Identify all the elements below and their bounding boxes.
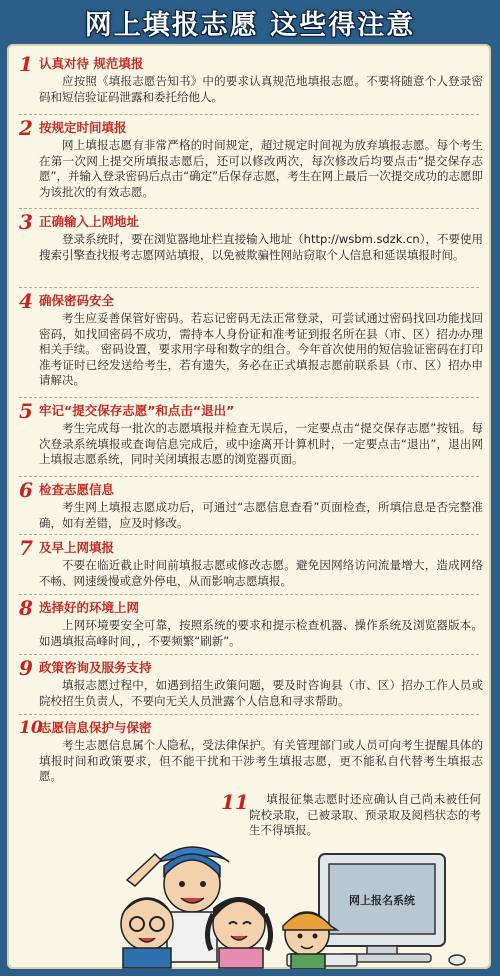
item-body: 考生完成每一批次的志愿填报并检查无误后，一定要点击“提交保存志愿”按钮。每次登录系统填报或查询信息完成后，或中途离开计算机时，一定要点击“退出”，退出网上填报志愿系统，同时关闭填报志愿的浏览器页面。	[39, 421, 483, 466]
divider	[19, 594, 479, 595]
item-number: 9	[19, 656, 33, 680]
item-number: 2	[19, 116, 33, 140]
item-heading: 确保密码安全	[39, 293, 115, 308]
item-heading: 志愿信息保护与保密	[39, 720, 152, 735]
item-heading: 认真对待 规范填报	[39, 56, 144, 71]
mouse-icon	[449, 955, 465, 965]
item-body: 不要在临近截止时间前填报志愿或修改志愿。避免因网络访问流量增大，造成网络不畅、网速缓慢或意外停电，从而影响志愿填报。	[39, 558, 483, 588]
item-number: 7	[19, 536, 33, 560]
item-body: 应按照《填报志愿告知书》中的要求认真规范地填报志愿。不要将随意个人登录密码和短信验证码泄露和委托给他人。	[39, 74, 483, 104]
divider	[19, 534, 479, 535]
item-number: 6	[19, 478, 33, 502]
page-title: 网上填报志愿 这些得注意	[84, 9, 416, 41]
computer-monitor-icon	[319, 854, 445, 962]
item-body: 网上填报志愿有非常严格的时间规定，超过规定时间视为放弃填报志愿。每个考生在第一次网上提交所填报志愿后，还可以修改两次，每次修改后均要点击“提交保存志愿”，并输入登录密码后点击“确定”后保存志愿，考生在网上最后一次提交成功的志愿即为该批次的有效志愿。	[39, 138, 483, 199]
item-heading: 按规定时间填报	[39, 120, 127, 135]
item-heading: 及早上网填报	[39, 540, 115, 555]
divider	[19, 114, 479, 115]
divider	[19, 397, 479, 398]
divider	[19, 476, 479, 477]
notice-paper	[7, 44, 491, 969]
illustration-area	[7, 784, 491, 969]
item-body: 填报征集志愿时还应确认自己尚未被任何院校录取，已被录取、预录取及阅档状态的考生不得填报。	[249, 792, 481, 837]
item-heading: 检查志愿信息	[39, 482, 115, 497]
monitor-label: 网上报名系统	[349, 894, 415, 907]
item-number: 8	[19, 596, 33, 620]
item-body: 填报志愿过程中，如遇到招生政策问题，要及时咨询县（市、区）招办工作人员或院校招生负责人，不要向无关人员泄露个人信息和寻求帮助。	[39, 678, 483, 708]
title-banner	[0, 0, 500, 44]
item-number: 3	[19, 210, 33, 234]
divider	[19, 714, 479, 715]
item-number: 1	[19, 52, 33, 76]
item-heading: 选择好的环境上网	[39, 600, 140, 615]
item-body: 考生志愿信息属个人隐私，受法律保护。有关管理部门或人员可向考生提醒具体的填报时间和政策要求，但不能干扰和干涉考生填报志愿，更不能私自代替考生填报志愿。	[39, 738, 483, 783]
students-computer-illustration	[7, 784, 491, 969]
item-body: 登录系统时，要在浏览器地址栏直接输入地址（http://wsbm.sdzk.cn），不要使用搜索引擎查找报考志愿网站填报，以免被欺骗性网站窃取个人信息和延误填报时间。	[39, 232, 483, 262]
item-body: 考生应妥善保管好密码。若忘记密码无法正常登录，可尝试通过密码找回功能找回密码，如找回密码不成功，需持本人身份证和准考证到报名所在县（市、区）招办办理相关手续。 密码设置，要求用字母和数字的组合。今年首次使用的短信验证密码在打印准考证时已经发送给考生，若有遗失，务必在正式填报志愿前联系县（市、区）招办申请解决。	[39, 311, 483, 387]
item-number: 11	[221, 790, 249, 814]
item-number: 5	[19, 399, 33, 423]
divider	[19, 287, 479, 288]
student-boy-glasses-icon	[121, 898, 173, 968]
item-heading: 政策咨询及服务支持	[39, 660, 152, 675]
item-body: 考生网上填报志愿成功后，可通过“志愿信息查看”页面检查，所填信息是否完整准确，如有差错，应及时修改。	[39, 500, 483, 530]
item-number: 4	[19, 289, 33, 313]
item-body: 上网环境要安全可靠，按照系统的要求和提示检查机器、操作系统及浏览器版本。如遇填报高峰时间，，不要频繁“刷新”。	[39, 618, 483, 648]
divider	[19, 208, 479, 209]
item-number: 10	[19, 718, 43, 738]
item-heading: 正确输入上网地址	[39, 214, 140, 229]
item-heading: 牢记“提交保存志愿”和点击“退出”	[39, 403, 235, 418]
divider	[19, 654, 479, 655]
